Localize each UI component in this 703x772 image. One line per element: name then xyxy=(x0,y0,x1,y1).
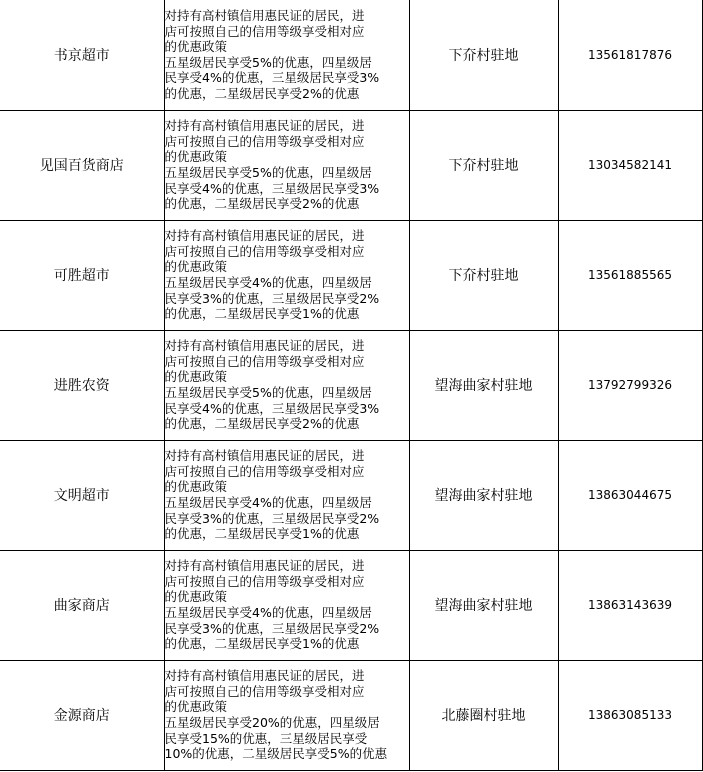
table-row xyxy=(0,660,702,770)
policy-text-line: 五星级居民享受4%的优惠，四星级居 xyxy=(164,605,372,620)
policy-text-line: 的优惠政策 xyxy=(164,149,228,165)
policy-text-line: 10%的优惠，二星级居民享受5%的优惠 xyxy=(164,746,388,762)
table-row xyxy=(0,110,702,220)
merchant-name-cell: 金源商店 xyxy=(0,660,164,770)
policy-text-line: 的优惠，二星级居民享受1%的优惠 xyxy=(164,636,360,652)
merchant-name-cell: 可胜超市 xyxy=(0,220,164,330)
policy-text-line: 民享受15%的优惠，三星级居民享受 xyxy=(164,730,368,746)
policy-text-line: 对持有高村镇信用惠民证的居民，进 xyxy=(164,448,365,464)
discount-policy-cell xyxy=(164,330,409,440)
discount-policy-cell xyxy=(164,0,409,110)
policy-text-line: 的优惠，二星级居民享受2%的优惠 xyxy=(164,85,360,101)
table-row xyxy=(0,440,702,550)
policy-text-line: 民享受4%的优惠，三星级居民享受3% xyxy=(164,70,380,86)
policy-text-line: 的优惠政策 xyxy=(164,699,228,715)
policy-text-line: 五星级居民享受5%的优惠，四星级居 xyxy=(164,165,372,180)
location-cell: 望海曲家村驻地 xyxy=(409,550,558,660)
policy-text-line: 店可按照自己的信用等级享受相对应 xyxy=(164,573,365,589)
policy-text-line: 的优惠政策 xyxy=(164,369,228,385)
phone-number-cell: 13561817876 xyxy=(558,0,702,110)
discount-policy-cell xyxy=(164,440,409,550)
phone-number-cell: 13792799326 xyxy=(558,330,702,440)
discount-policy-cell xyxy=(164,110,409,220)
discount-policy-cell xyxy=(164,220,409,330)
merchant-name-cell: 进胜农资 xyxy=(0,330,164,440)
phone-number-cell: 13863085133 xyxy=(558,660,702,770)
policy-text-line: 的优惠，二星级居民享受1%的优惠 xyxy=(164,306,360,322)
policy-text-line: 民享受4%的优惠，三星级居民享受3% xyxy=(164,180,380,196)
policy-text-line: 对持有高村镇信用惠民证的居民，进 xyxy=(164,228,365,244)
policy-text-line: 民享受3%的优惠，三星级居民享受2% xyxy=(164,620,380,636)
policy-text-line: 五星级居民享受4%的优惠，四星级居 xyxy=(164,495,372,510)
location-cell: 望海曲家村驻地 xyxy=(409,330,558,440)
phone-number-cell: 13863044675 xyxy=(558,440,702,550)
location-cell: 下夼村驻地 xyxy=(409,110,558,220)
policy-text-line: 民享受3%的优惠，三星级居民享受2% xyxy=(164,510,380,526)
location-cell: 望海曲家村驻地 xyxy=(409,440,558,550)
discount-policy-cell xyxy=(164,660,409,770)
merchant-name-cell: 书京超市 xyxy=(0,0,164,110)
phone-number-cell: 13034582141 xyxy=(558,110,702,220)
table-row xyxy=(0,0,702,110)
merchant-name-cell: 曲家商店 xyxy=(0,550,164,660)
discount-policy-cell xyxy=(164,550,409,660)
policy-text-line: 店可按照自己的信用等级享受相对应 xyxy=(164,353,365,369)
location-cell: 下夼村驻地 xyxy=(409,0,558,110)
policy-text-line: 的优惠，二星级居民享受2%的优惠 xyxy=(164,196,360,212)
phone-number-cell: 13561885565 xyxy=(558,220,702,330)
merchant-name-cell: 见国百货商店 xyxy=(0,110,164,220)
policy-text-line: 民享受3%的优惠，三星级居民享受2% xyxy=(164,290,380,306)
policy-text-line: 五星级居民享受5%的优惠，四星级居 xyxy=(164,54,372,70)
policy-text-line: 民享受4%的优惠，三星级居民享受3% xyxy=(164,400,380,416)
policy-text-line: 五星级居民享受5%的优惠，四星级居 xyxy=(164,385,372,400)
policy-text-line: 的优惠政策 xyxy=(164,479,228,495)
policy-text-line: 店可按照自己的信用等级享受相对应 xyxy=(164,243,365,259)
policy-text-line: 五星级居民享受20%的优惠，四星级居 xyxy=(164,715,380,730)
policy-text-line: 店可按照自己的信用等级享受相对应 xyxy=(164,133,365,149)
policy-text-line: 店可按照自己的信用等级享受相对应 xyxy=(164,463,365,479)
table-row xyxy=(0,550,702,660)
policy-text-line: 的优惠政策 xyxy=(164,39,228,55)
phone-number-cell: 13863143639 xyxy=(558,550,702,660)
location-cell: 北藤圈村驻地 xyxy=(409,660,558,770)
policy-text-line: 店可按照自己的信用等级享受相对应 xyxy=(164,23,365,39)
table-row xyxy=(0,330,702,440)
table-row xyxy=(0,220,702,330)
policy-text-line: 的优惠政策 xyxy=(164,259,228,275)
policy-text-line: 对持有高村镇信用惠民证的居民，进 xyxy=(164,558,365,574)
policy-text-line: 的优惠，二星级居民享受1%的优惠 xyxy=(164,526,360,542)
policy-text-line: 对持有高村镇信用惠民证的居民，进 xyxy=(164,118,365,134)
location-cell: 下夼村驻地 xyxy=(409,220,558,330)
policy-text-line: 店可按照自己的信用等级享受相对应 xyxy=(164,683,365,699)
policy-text-line: 的优惠政策 xyxy=(164,589,228,605)
policy-text-line: 的优惠，二星级居民享受2%的优惠 xyxy=(164,416,360,432)
policy-text-line: 对持有高村镇信用惠民证的居民，进 xyxy=(164,7,365,23)
policy-text-line: 五星级居民享受4%的优惠，四星级居 xyxy=(164,275,372,290)
policy-text-line: 对持有高村镇信用惠民证的居民，进 xyxy=(164,338,365,354)
merchant-name-cell: 文明超市 xyxy=(0,440,164,550)
policy-text-line: 对持有高村镇信用惠民证的居民，进 xyxy=(164,668,365,684)
